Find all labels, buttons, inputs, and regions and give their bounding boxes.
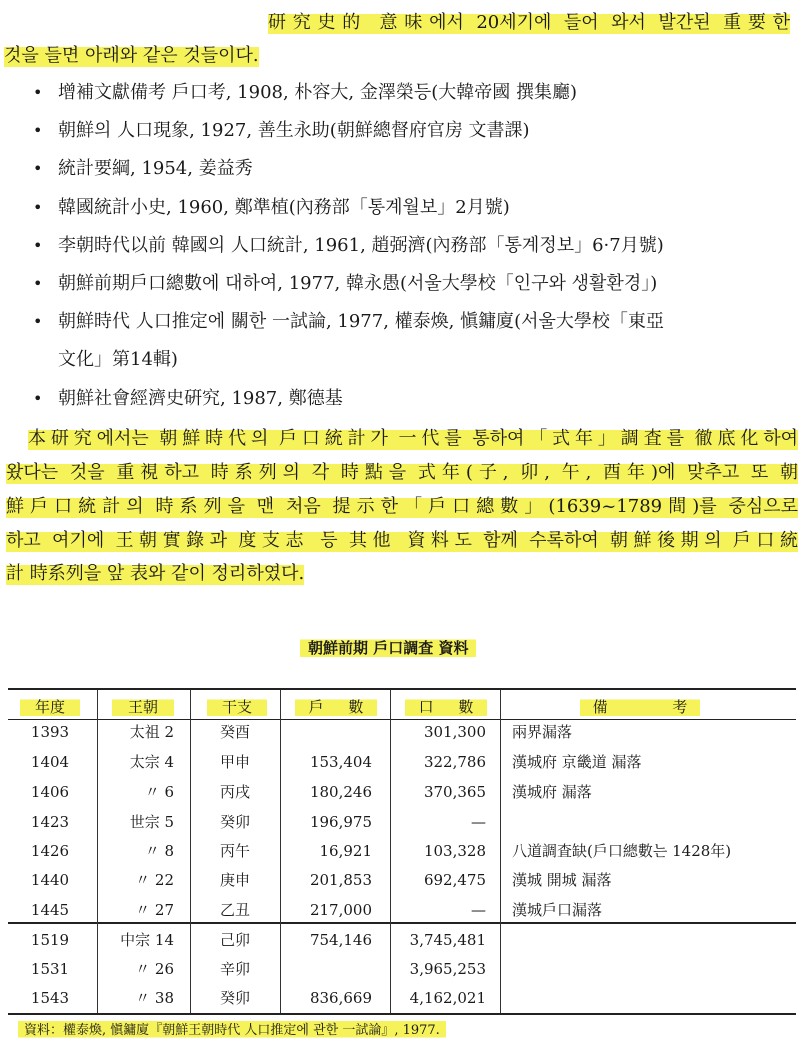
bullet-icon: • bbox=[33, 83, 43, 102]
column-divider bbox=[190, 690, 191, 1013]
cell-reign: 〃 8 bbox=[144, 842, 174, 860]
cell-households: 754,146 bbox=[309, 931, 372, 949]
body-line: 本研究에서는 朝鮮時代의 戶口統計가 一代를 통하여「式年」調査를 徹底化하여 bbox=[28, 426, 798, 452]
reference-item: 朝鮮前期戶口總數에 대하여, 1977, 韓永愚(서울大學校「인구와 생활환경」) bbox=[58, 273, 658, 294]
cell-households: 16,921 bbox=[319, 842, 372, 860]
bullet-icon: • bbox=[33, 236, 43, 255]
cell-reign: 太祖 2 bbox=[129, 723, 174, 741]
body-line: 왔다는 것을 重視하고 時系列의 각 時點을 式年(子, 卯, 午, 酉年)에 맞추고 또 朝 bbox=[6, 460, 798, 486]
reference-item: 統計要綱, 1954, 姜益秀 bbox=[58, 158, 253, 179]
bullet-icon: • bbox=[33, 159, 43, 178]
cell-ganji: 乙丑 bbox=[219, 901, 250, 919]
cell-reign: 〃 22 bbox=[135, 871, 174, 889]
reference-item: 朝鮮社會經濟史硏究, 1987, 鄭德基 bbox=[58, 388, 343, 409]
cell-population: 3,745,481 bbox=[409, 931, 486, 949]
cell-reign: 中宗 14 bbox=[120, 931, 174, 949]
body-line: 鮮戶口統計의 時系列을 맨 처음 提示한「戶口總數」(1639~1789間)를 중심으로 bbox=[6, 494, 798, 520]
cell-reign: 〃 6 bbox=[144, 783, 174, 801]
table-title: 朝鮮前期 戶口調査 資料 bbox=[300, 636, 476, 659]
bullet-icon: • bbox=[33, 121, 43, 140]
column-divider bbox=[500, 690, 501, 1013]
reference-item: 韓國統計小史, 1960, 鄭準植(內務部「통계월보」2月號) bbox=[58, 197, 510, 218]
header-year: 年度 bbox=[20, 696, 80, 718]
reference-item: 朝鮮의 人口現象, 1927, 善生永助(朝鮮總督府官房 文書課) bbox=[58, 120, 530, 141]
cell-population: — bbox=[471, 901, 486, 919]
table-bottom-rule bbox=[8, 1013, 796, 1015]
cell-population: 692,475 bbox=[423, 871, 486, 889]
header-ganji: 干支 bbox=[207, 696, 267, 718]
cell-year: 1531 bbox=[30, 960, 70, 978]
cell-households: 153,404 bbox=[309, 753, 372, 771]
cell-ganji: 癸酉 bbox=[219, 723, 250, 741]
cell-households: 217,000 bbox=[309, 901, 372, 919]
table-top-rule bbox=[8, 688, 796, 690]
cell-remarks: 八道調査缺(戶口總數는 1428年) bbox=[512, 842, 732, 860]
cell-ganji: 癸卯 bbox=[219, 813, 250, 831]
body-line: 計 時系列을 앞 表와 같이 정리하였다. bbox=[6, 561, 304, 587]
table-source: 資料：權泰煥, 愼鏞廈『朝鮮王朝時代 人口推定에 관한 一試論』, 1977. bbox=[18, 1018, 446, 1039]
header-remarks: 備 考 bbox=[580, 696, 700, 718]
bullet-icon: • bbox=[33, 274, 43, 293]
cell-reign: 〃 27 bbox=[135, 901, 174, 919]
cell-reign: 世宗 5 bbox=[129, 813, 174, 831]
intro-line-1: 研究史的 意味에서 20세기에 들어 와서 발간된 重要한 bbox=[268, 10, 790, 36]
cell-ganji: 辛卯 bbox=[219, 960, 250, 978]
cell-households: 836,669 bbox=[309, 989, 372, 1007]
cell-remarks: 兩界漏落 bbox=[512, 723, 573, 741]
cell-remarks: 漢城府 京畿道 漏落 bbox=[512, 753, 642, 771]
cell-population: 4,162,021 bbox=[409, 989, 486, 1007]
cell-population: 3,965,253 bbox=[409, 960, 486, 978]
cell-year: 1445 bbox=[30, 901, 70, 919]
cell-population: 322,786 bbox=[423, 753, 486, 771]
cell-year: 1404 bbox=[30, 753, 70, 771]
cell-ganji: 丙戌 bbox=[219, 783, 250, 801]
cell-households: 201,853 bbox=[309, 871, 372, 889]
bullet-icon: • bbox=[33, 198, 43, 217]
header-households: 戶 數 bbox=[295, 696, 377, 718]
cell-year: 1426 bbox=[30, 842, 70, 860]
column-divider bbox=[97, 690, 98, 1013]
intro-line-2: 것을 들면 아래와 같은 것들이다. bbox=[4, 43, 259, 69]
cell-ganji: 甲申 bbox=[219, 753, 250, 771]
cell-year: 1423 bbox=[30, 813, 70, 831]
cell-remarks: 漢城府 漏落 bbox=[512, 783, 592, 801]
bullet-icon: • bbox=[33, 312, 43, 331]
cell-population: 370,365 bbox=[423, 783, 486, 801]
header-rule bbox=[8, 719, 796, 720]
cell-households: 196,975 bbox=[309, 813, 372, 831]
cell-households: 180,246 bbox=[309, 783, 372, 801]
header-reign: 王朝 bbox=[112, 696, 174, 718]
cell-year: 1543 bbox=[30, 989, 70, 1007]
cell-reign: 〃 26 bbox=[135, 960, 174, 978]
cell-remarks: 漢城 開城 漏落 bbox=[512, 871, 612, 889]
cell-year: 1440 bbox=[30, 871, 70, 889]
reference-item: 增補文獻備考 戶口考, 1908, 朴容大, 金澤榮등(大韓帝國 撰集廳) bbox=[58, 82, 578, 103]
cell-population: 103,328 bbox=[423, 842, 486, 860]
body-line: 하고 여기에 王朝實錄과 度支志 등 其他 資料도 함께 수록하여 朝鮮後期의 戶口統 bbox=[6, 528, 798, 554]
reference-item: 李朝時代以前 韓國의 人口統計, 1961, 趙弼濟(內務部「통계정보」6·7月號) bbox=[58, 235, 664, 256]
section-rule bbox=[8, 922, 796, 924]
cell-population: 301,300 bbox=[423, 723, 486, 741]
cell-reign: 太宗 4 bbox=[129, 753, 174, 771]
bullet-icon: • bbox=[33, 389, 43, 408]
cell-ganji: 癸卯 bbox=[219, 989, 250, 1007]
cell-year: 1393 bbox=[30, 723, 70, 741]
cell-reign: 〃 38 bbox=[135, 989, 174, 1007]
cell-population: — bbox=[471, 813, 486, 831]
header-population: 口 數 bbox=[405, 696, 487, 718]
cell-ganji: 己卯 bbox=[219, 931, 250, 949]
reference-item-continued: 文化」第14輯) bbox=[58, 349, 178, 370]
cell-year: 1406 bbox=[30, 783, 70, 801]
cell-ganji: 丙午 bbox=[219, 842, 250, 860]
cell-remarks: 漢城戶口漏落 bbox=[512, 901, 603, 919]
reference-item: 朝鮮時代 人口推定에 關한 一試論, 1977, 權泰煥, 愼鏞廈(서울大學校「東亞 bbox=[58, 311, 664, 332]
cell-year: 1519 bbox=[30, 931, 70, 949]
cell-ganji: 庚申 bbox=[219, 871, 250, 889]
